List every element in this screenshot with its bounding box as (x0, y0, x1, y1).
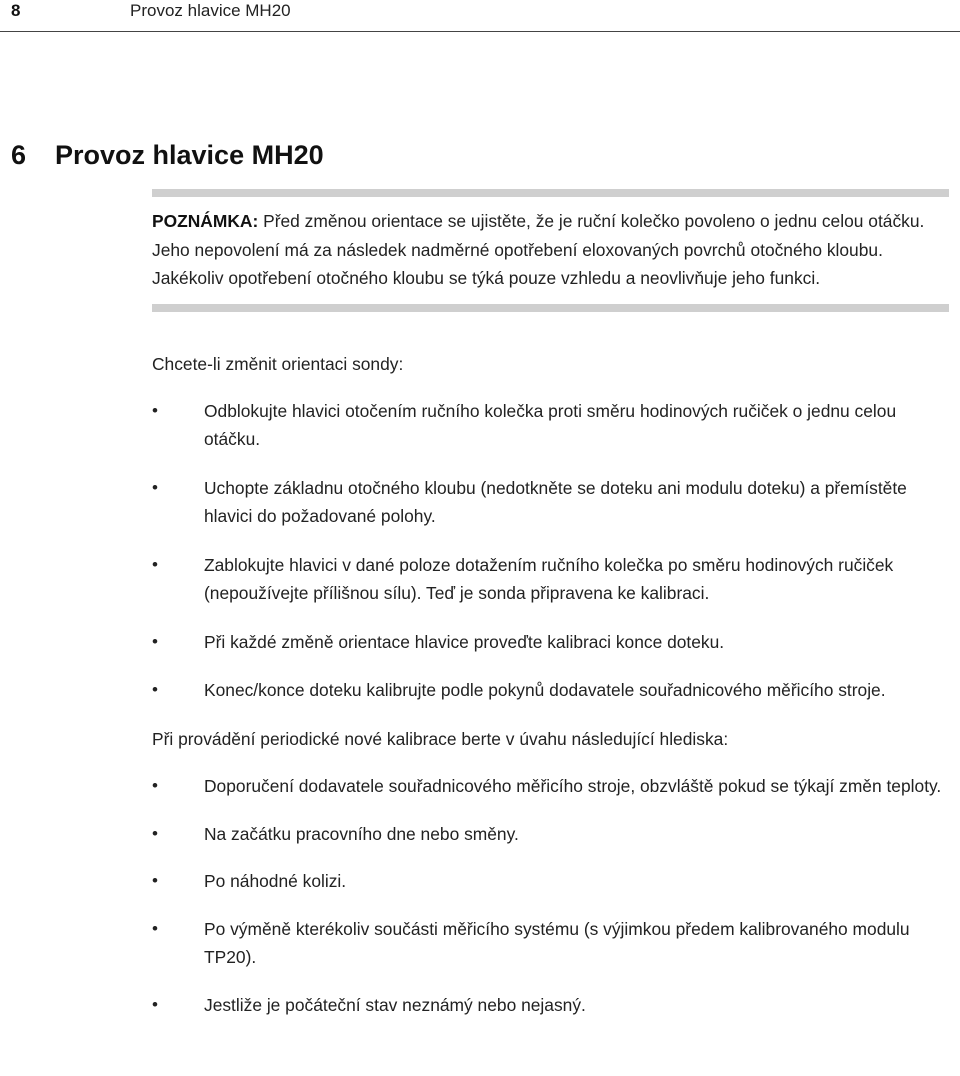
list-item-text: Uchopte základnu otočného kloubu (nedotkněte se doteku ani modulu doteku) a přemístěte hlavici do požadované polohy. (204, 477, 907, 526)
section1-intro: Chcete-li změnit orientaci sondy: (152, 354, 404, 374)
list-item-text: Konec/konce doteku kalibrujte podle pokynů dodavatele souřadnicového měřicího stroje. (204, 680, 886, 700)
list-item-text: Při každé změně orientace hlavice proveďte kalibraci konce doteku. (204, 631, 725, 652)
section2-list (152, 772, 952, 1019)
running-title: Provoz hlavice MH20 (130, 1, 291, 20)
bullet-icon: • (152, 400, 158, 420)
bullet-icon: • (152, 994, 158, 1014)
list-item (152, 397, 952, 454)
bullet-icon: • (152, 680, 158, 699)
list-item (152, 867, 952, 896)
bullet-icon: • (152, 823, 158, 843)
list-item (152, 820, 952, 849)
bullet-icon: • (152, 477, 158, 497)
list-item (152, 915, 952, 972)
bullet-icon: • (152, 776, 158, 795)
note-box (152, 189, 949, 312)
list-item-text: Zablokujte hlavici v dané poloze dotažením ručního kolečka po směru hodinových ručiček (nepoužívejte přílišnou sílu). Teď je sonda připravena ke kalibraci. (204, 554, 894, 603)
list-item-text: Jestliže je počáteční stav neznámý nebo nejasný. (204, 994, 586, 1015)
list-item (152, 628, 952, 657)
bullet-icon: • (152, 554, 158, 574)
chapter-heading (11, 137, 324, 173)
list-item (152, 551, 952, 608)
list-item (152, 772, 952, 801)
list-item-text: Po náhodné kolizi. (204, 871, 347, 891)
note-top-bar (152, 189, 949, 197)
bullet-icon: • (152, 918, 158, 938)
list-item-text: Doporučení dodavatele souřadnicového měřicího stroje, obzvláště pokud se týkají změn teploty. (204, 776, 942, 796)
section2-intro: Při provádění periodické nové kalibrace berte v úvahu následující hlediska: (152, 728, 729, 749)
list-item (152, 991, 952, 1020)
page-header (0, 0, 960, 30)
header-rule (0, 31, 960, 32)
section1-list (152, 397, 952, 705)
page-number: 8 (11, 1, 21, 20)
bullet-icon: • (152, 871, 158, 890)
bullet-icon: • (152, 631, 158, 651)
list-item (152, 676, 952, 705)
chapter-title: Provoz hlavice MH20 (55, 140, 324, 170)
note-label: POZNÁMKA: (152, 211, 259, 231)
list-item (152, 474, 952, 531)
list-item-text: Po výměně kterékoliv součásti měřicího systému (s výjimkou předem kalibrovaného modulu TP20). (204, 918, 910, 967)
note-bottom-bar (152, 304, 949, 312)
main-content (152, 350, 952, 1019)
note-body (152, 197, 942, 304)
list-item-text: Odblokujte hlavici otočením ručního kolečka proti směru hodinových ručiček o jednu celou otáčku. (204, 400, 897, 449)
chapter-number: 6 (11, 140, 27, 170)
list-item-text: Na začátku pracovního dne nebo směny. (204, 823, 519, 844)
note-text: Před změnou orientace se ujistěte, že je ruční kolečko povoleno o jednu celou otáčku. Jeho nepovolení má za následek nadměrné opotřebení eloxovaných povrchů otočného kloubu. Jakékoliv opotřebení otočného kloubu se týká pouze vzhledu a neovlivňuje jeho funkci. (152, 211, 925, 288)
